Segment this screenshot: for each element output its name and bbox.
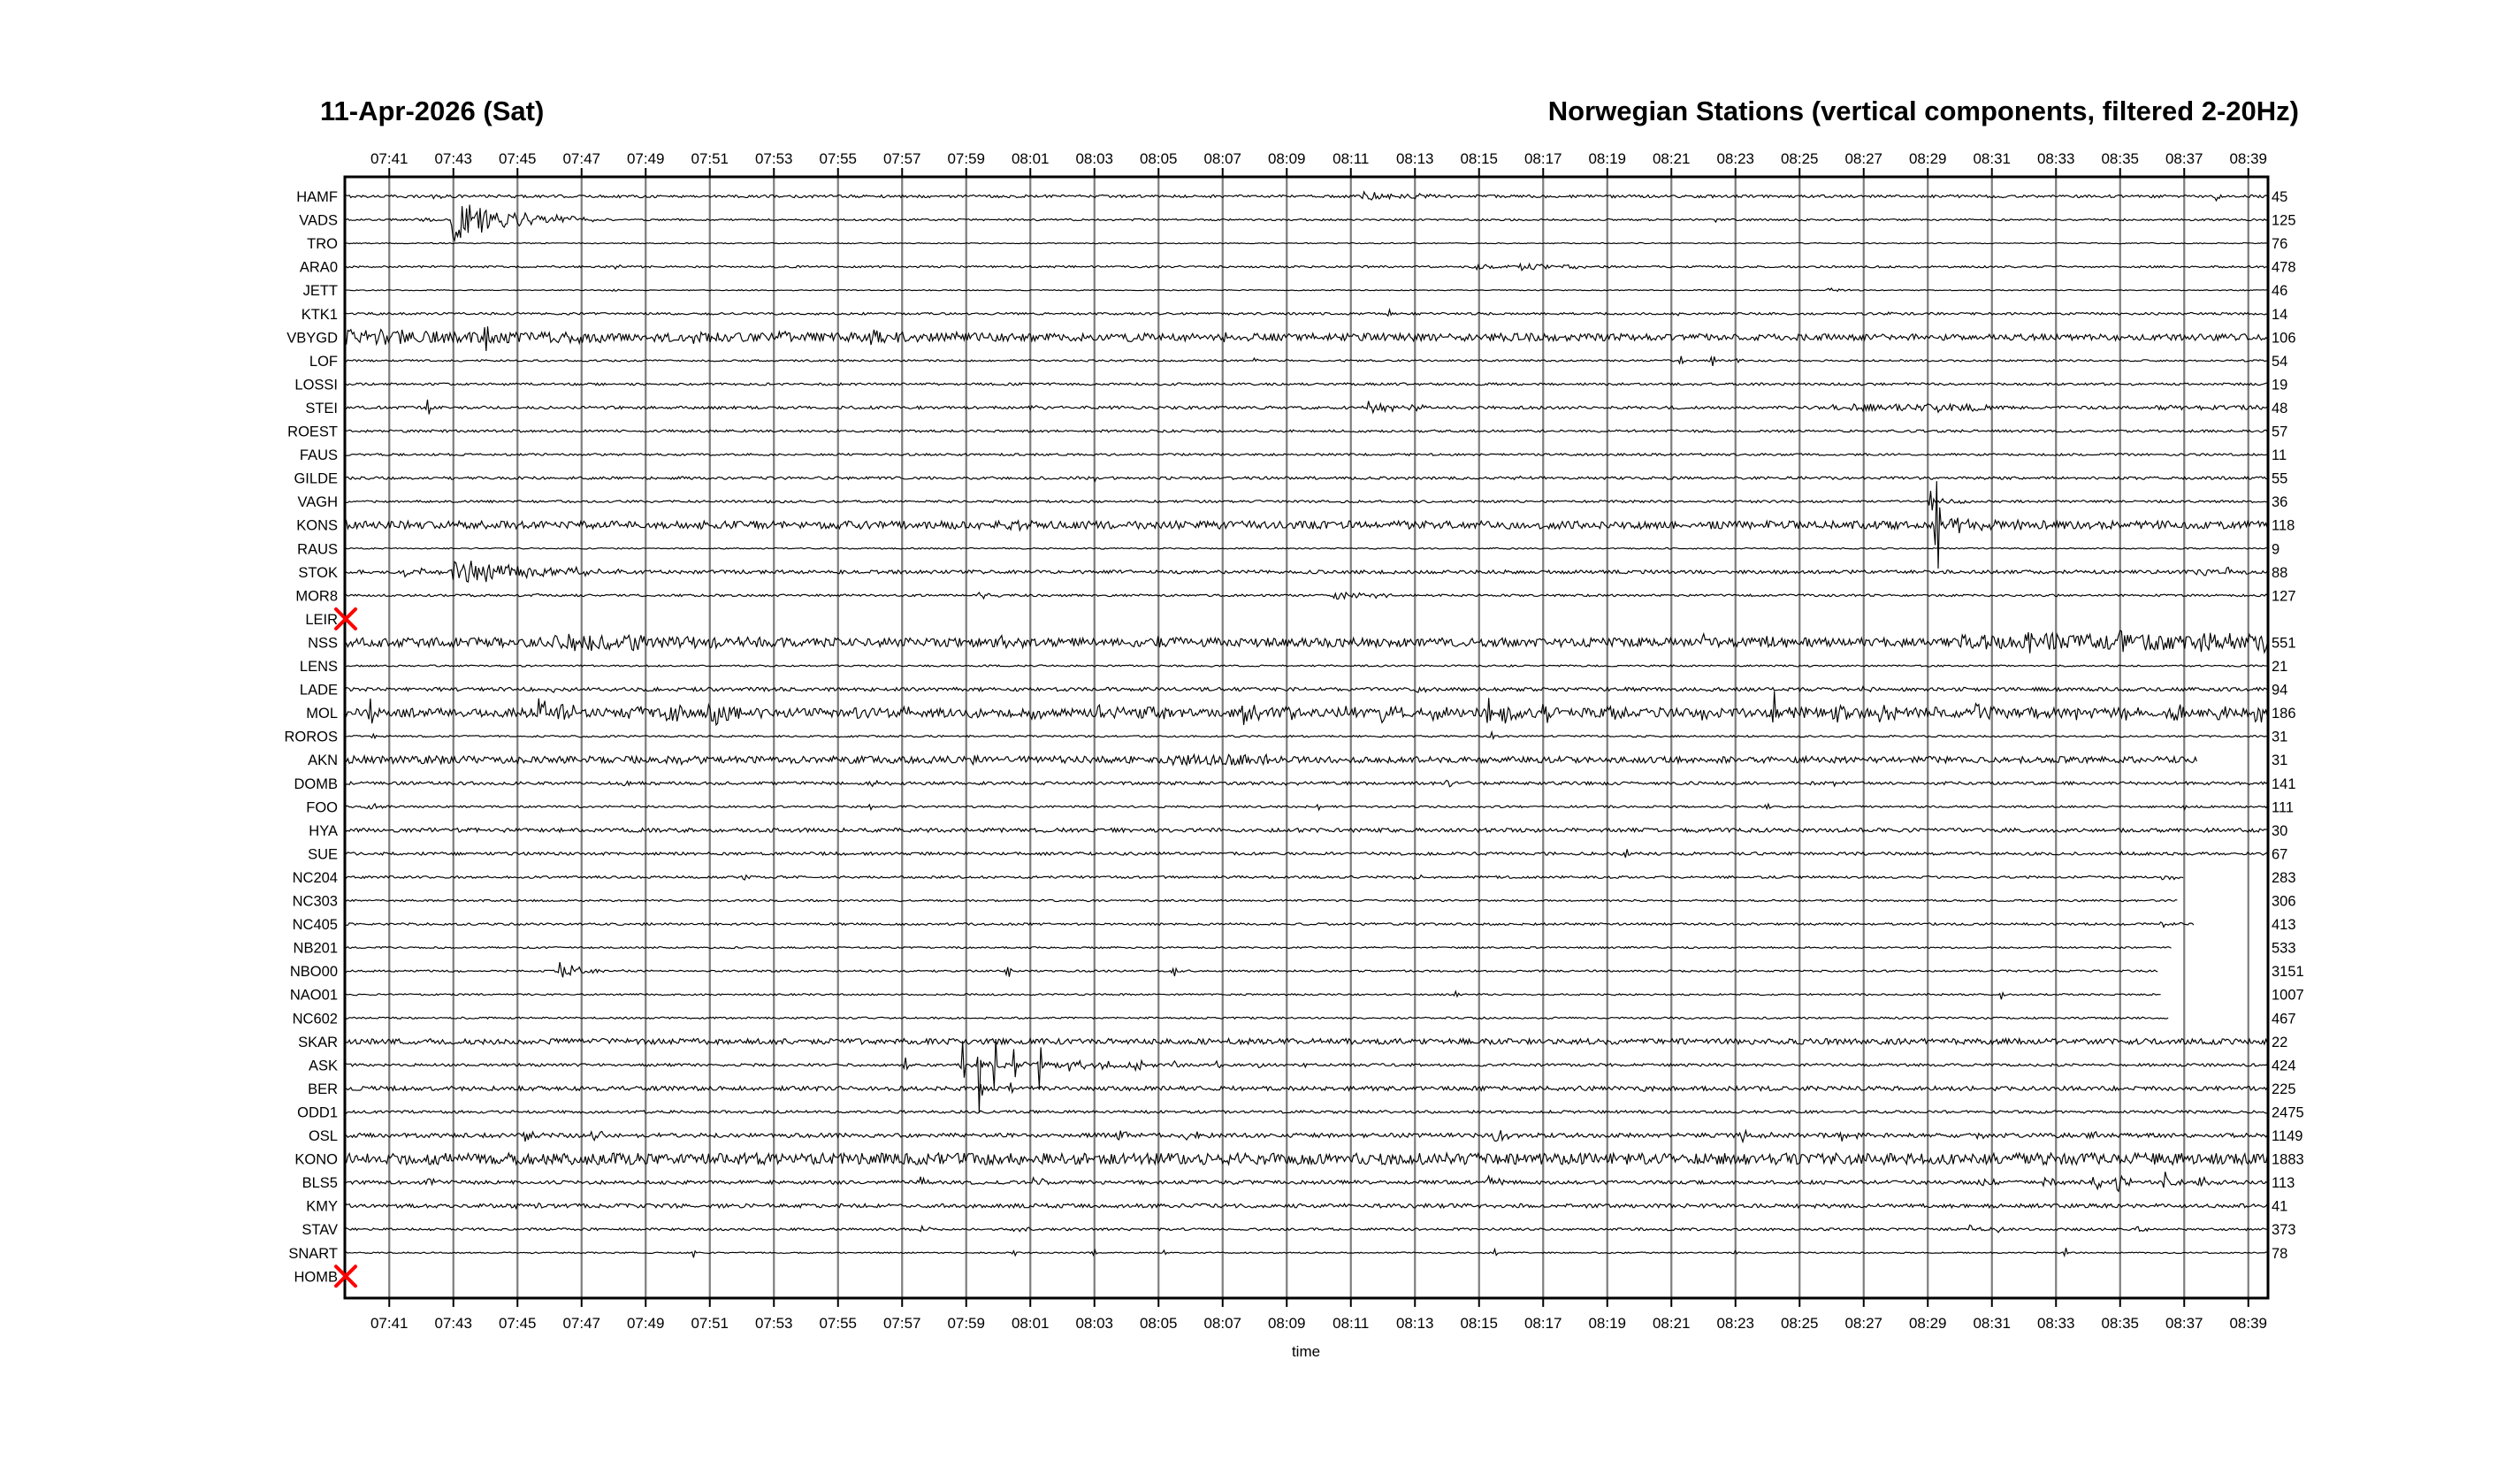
station-label-LENS: LENS: [299, 659, 338, 675]
station-label-AKN: AKN: [308, 752, 338, 769]
time-label-bottom: 07:41: [370, 1315, 409, 1332]
time-label-bottom: 08:11: [1333, 1315, 1370, 1332]
station-trace-VBYGD: [345, 326, 2267, 351]
station-label-LOSSI: LOSSI: [294, 377, 338, 393]
station-value-LOSSI: 19: [2272, 377, 2288, 393]
time-label-top: 08:11: [1333, 150, 1370, 167]
station-value-LENS: 21: [2272, 659, 2288, 675]
station-value-VBYGD: 106: [2272, 330, 2296, 347]
station-value-NB201: 533: [2272, 940, 2296, 957]
station-label-HOMB: HOMB: [294, 1269, 338, 1286]
station-value-BER: 225: [2272, 1081, 2296, 1097]
station-value-ROROS: 31: [2272, 729, 2288, 745]
time-label-bottom: 08:31: [1973, 1315, 2012, 1332]
station-trace-MOR8: [345, 592, 2267, 600]
station-value-LOF: 54: [2272, 353, 2288, 370]
time-label-top: 07:51: [691, 150, 729, 167]
station-trace-KMY: [345, 1203, 2267, 1209]
grid-layer: [389, 177, 2249, 1298]
date-title: 11-Apr-2026 (Sat): [320, 95, 545, 126]
time-label-bottom: 08:09: [1267, 1315, 1306, 1332]
station-trace-MOL: [345, 691, 2267, 725]
time-label-bottom: 08:35: [2101, 1315, 2140, 1332]
station-label-LOF: LOF: [309, 353, 338, 370]
time-label-bottom: 08:07: [1203, 1315, 1242, 1332]
station-label-STAV: STAV: [302, 1222, 338, 1239]
station-trace-AKN: [345, 754, 2196, 765]
station-trace-SNART: [345, 1248, 2267, 1257]
station-label-NC303: NC303: [292, 893, 338, 910]
time-label-top: 07:43: [434, 150, 473, 167]
time-label-top: 08:35: [2101, 150, 2140, 167]
station-trace-JETT: [345, 288, 2267, 292]
station-label-ASK: ASK: [308, 1058, 338, 1074]
station-trace-ARA0: [345, 264, 2267, 271]
station-value-FOO: 111: [2272, 799, 2295, 816]
station-value-ASK: 424: [2272, 1058, 2296, 1074]
station-value-BLS5: 113: [2272, 1175, 2295, 1192]
station-label-BLS5: BLS5: [302, 1175, 338, 1192]
station-trace-KONS: [345, 481, 2267, 569]
station-trace-STEI: [345, 400, 2267, 415]
time-label-top: 07:49: [626, 150, 665, 167]
station-trace-NC405: [345, 922, 2194, 928]
station-label-TRO: TRO: [307, 236, 338, 253]
station-trace-GILDE: [345, 477, 2267, 482]
station-label-STOK: STOK: [298, 564, 338, 581]
time-label-bottom: 08:19: [1588, 1315, 1627, 1332]
station-label-MOR8: MOR8: [295, 588, 338, 605]
time-label-bottom: 07:43: [434, 1315, 473, 1332]
station-label-ARA0: ARA0: [299, 259, 338, 276]
time-label-bottom: 08:21: [1652, 1315, 1691, 1332]
station-trace-VAGH: [345, 491, 2267, 510]
station-value-FAUS: 11: [2272, 447, 2287, 464]
station-trace-NB201: [345, 947, 2172, 949]
station-value-KONO: 1883: [2272, 1151, 2304, 1168]
station-label-KONS: KONS: [296, 517, 338, 534]
station-value-NAO01: 1007: [2272, 987, 2304, 1004]
station-value-MOR8: 127: [2272, 588, 2296, 605]
station-label-JETT: JETT: [302, 283, 338, 300]
time-label-bottom: 08:01: [1011, 1315, 1050, 1332]
station-value-ARA0: 478: [2272, 259, 2296, 276]
station-value-NC405: 413: [2272, 917, 2296, 934]
station-trace-NAO01: [345, 991, 2161, 999]
time-label-bottom: 08:33: [2036, 1315, 2075, 1332]
time-label-bottom: 07:55: [819, 1315, 858, 1332]
station-value-NC303: 306: [2272, 893, 2296, 910]
time-label-bottom: 07:53: [754, 1315, 793, 1332]
station-label-ROEST: ROEST: [287, 424, 338, 440]
station-label-NC405: NC405: [292, 917, 338, 934]
station-trace-NBO00: [345, 962, 2157, 977]
time-label-bottom: 08:05: [1139, 1315, 1178, 1332]
station-label-NB201: NB201: [293, 940, 338, 957]
time-label-top: 08:01: [1011, 150, 1050, 167]
station-trace-RAUS: [345, 548, 2267, 550]
station-label-NSS: NSS: [308, 635, 338, 652]
station-value-ODD1: 2475: [2272, 1104, 2304, 1121]
time-label-top: 08:07: [1203, 150, 1242, 167]
time-label-bottom: 07:51: [691, 1315, 729, 1332]
time-label-top: 08:39: [2229, 150, 2268, 167]
station-trace-LENS: [345, 665, 2267, 667]
station-label-SUE: SUE: [308, 846, 338, 863]
station-value-NSS: 551: [2272, 635, 2296, 652]
time-label-bottom: 07:59: [947, 1315, 986, 1332]
station-label-KTK1: KTK1: [301, 306, 338, 323]
station-trace-ASK: [345, 1039, 2267, 1113]
station-label-VADS: VADS: [299, 212, 338, 229]
station-trace-OSL: [345, 1130, 2267, 1142]
time-label-top: 08:15: [1460, 150, 1499, 167]
station-value-VAGH: 36: [2272, 494, 2288, 511]
station-trace-NC602: [345, 1017, 2168, 1020]
station-label-HYA: HYA: [309, 822, 338, 839]
time-label-top: 07:59: [947, 150, 986, 167]
station-trace-KONO: [345, 1153, 2267, 1165]
station-label-OSL: OSL: [308, 1128, 338, 1144]
station-value-ROEST: 57: [2272, 424, 2288, 440]
trace-layer: [345, 192, 2267, 1257]
station-value-JETT: 46: [2272, 283, 2288, 300]
station-trace-TRO: [345, 243, 2267, 244]
station-trace-LADE: [345, 686, 2267, 692]
station-value-STAV: 373: [2272, 1222, 2296, 1239]
time-label-top: 08:37: [2165, 150, 2203, 167]
station-value-DOMB: 141: [2272, 775, 2296, 792]
station-label-FAUS: FAUS: [299, 447, 338, 464]
station-value-SNART: 78: [2272, 1245, 2288, 1262]
station-trace-FAUS: [345, 454, 2267, 456]
station-value-KMY: 41: [2272, 1198, 2288, 1215]
time-label-top: 07:57: [882, 150, 921, 167]
time-label-bottom: 08:25: [1780, 1315, 1819, 1332]
station-value-HYA: 30: [2272, 822, 2288, 839]
station-value-KONS: 118: [2272, 517, 2295, 534]
time-label-top: 08:33: [2036, 150, 2075, 167]
station-trace-SUE: [345, 849, 2267, 857]
station-label-ODD1: ODD1: [297, 1104, 338, 1121]
time-label-top: 08:21: [1652, 150, 1691, 167]
station-value-RAUS: 9: [2272, 541, 2280, 558]
station-trace-DOMB: [345, 780, 2267, 786]
time-label-bottom: 08:15: [1460, 1315, 1499, 1332]
station-value-GILDE: 55: [2272, 470, 2288, 487]
station-value-NC204: 283: [2272, 869, 2296, 886]
time-label-top: 08:13: [1395, 150, 1434, 167]
time-label-bottom: 08:03: [1075, 1315, 1114, 1332]
station-value-AKN: 31: [2272, 752, 2288, 769]
time-label-bottom: 08:29: [1908, 1315, 1947, 1332]
station-trace-LOSSI: [345, 383, 2267, 386]
time-label-bottom: 07:49: [626, 1315, 665, 1332]
plot-title: Norwegian Stations (vertical components, filtered 2-20Hz): [1547, 95, 2299, 126]
time-label-bottom: 08:27: [1844, 1315, 1883, 1332]
station-trace-STOK: [345, 561, 2267, 582]
station-value-NBO00: 3151: [2272, 964, 2304, 981]
station-trace-ROEST: [345, 430, 2267, 432]
station-trace-NSS: [345, 630, 2267, 653]
time-label-bottom: 07:45: [498, 1315, 537, 1332]
station-label-GILDE: GILDE: [294, 470, 338, 487]
station-label-STEI: STEI: [305, 400, 338, 416]
time-label-top: 08:05: [1139, 150, 1178, 167]
station-value-STEI: 48: [2272, 400, 2288, 416]
station-value-SKAR: 22: [2272, 1034, 2288, 1050]
station-value-LADE: 94: [2272, 682, 2288, 699]
station-label-SKAR: SKAR: [298, 1034, 338, 1050]
time-label-top: 08:29: [1908, 150, 1947, 167]
time-label-top: 08:03: [1075, 150, 1114, 167]
station-trace-HAMF: [345, 192, 2267, 201]
station-label-MOL: MOL: [306, 706, 338, 722]
time-label-bottom: 08:17: [1523, 1315, 1562, 1332]
time-label-top: 08:27: [1844, 150, 1883, 167]
time-label-top: 07:53: [754, 150, 793, 167]
time-label-top: 07:41: [370, 150, 409, 167]
station-trace-LOF: [345, 356, 2267, 366]
time-label-top: 07:55: [819, 150, 858, 167]
station-value-VADS: 125: [2272, 212, 2296, 229]
label-layer: [284, 150, 2303, 1332]
time-label-top: 08:09: [1267, 150, 1306, 167]
time-label-bottom: 08:13: [1395, 1315, 1434, 1332]
station-trace-NC204: [345, 875, 2183, 880]
station-label-ROROS: ROROS: [284, 729, 338, 745]
station-trace-BLS5: [345, 1172, 2267, 1191]
station-label-RAUS: RAUS: [297, 541, 338, 558]
station-label-LADE: LADE: [299, 682, 338, 699]
plot-frame: [345, 177, 2268, 1298]
station-label-FOO: FOO: [306, 799, 338, 816]
station-trace-VADS: [345, 205, 2267, 241]
station-label-DOMB: DOMB: [294, 775, 338, 792]
station-label-LEIR: LEIR: [305, 611, 338, 628]
station-label-NC602: NC602: [292, 1011, 338, 1027]
station-value-STOK: 88: [2272, 564, 2288, 581]
station-label-VBYGD: VBYGD: [286, 330, 338, 347]
time-label-bottom: 08:23: [1716, 1315, 1755, 1332]
station-value-TRO: 76: [2272, 236, 2288, 253]
station-label-BER: BER: [308, 1081, 338, 1097]
station-label-KMY: KMY: [306, 1198, 338, 1215]
station-label-HAMF: HAMF: [296, 189, 338, 205]
time-label-top: 08:23: [1716, 150, 1755, 167]
station-label-NAO01: NAO01: [289, 987, 338, 1004]
time-label-top: 08:17: [1523, 150, 1562, 167]
station-trace-SKAR: [345, 1039, 2267, 1044]
station-value-OSL: 1149: [2272, 1128, 2303, 1144]
time-label-top: 08:19: [1588, 150, 1627, 167]
station-trace-KTK1: [345, 309, 2267, 316]
station-value-MOL: 186: [2272, 706, 2296, 722]
station-value-SUE: 67: [2272, 846, 2288, 863]
time-label-bottom: 07:57: [882, 1315, 921, 1332]
time-label-top: 08:31: [1973, 150, 2012, 167]
station-label-SNART: SNART: [288, 1245, 338, 1262]
station-trace-STAV: [345, 1225, 2267, 1232]
station-trace-ROROS: [345, 732, 2267, 738]
station-label-KONO: KONO: [294, 1151, 338, 1168]
time-label-top: 07:45: [498, 150, 537, 167]
station-value-HAMF: 45: [2272, 189, 2288, 205]
x-axis-title: time: [1291, 1343, 1321, 1360]
time-label-bottom: 08:39: [2229, 1315, 2268, 1332]
station-trace-NC303: [345, 899, 2177, 901]
time-label-top: 08:25: [1780, 150, 1819, 167]
station-label-NC204: NC204: [292, 869, 338, 886]
time-label-bottom: 08:37: [2165, 1315, 2203, 1332]
time-label-top: 07:47: [562, 150, 601, 167]
station-trace-FOO: [345, 804, 2267, 810]
station-trace-HYA: [345, 829, 2267, 833]
station-value-KTK1: 14: [2272, 306, 2288, 323]
time-label-bottom: 07:47: [562, 1315, 601, 1332]
station-trace-BER: [345, 1082, 2267, 1096]
station-label-VAGH: VAGH: [297, 494, 338, 511]
station-trace-ODD1: [345, 1111, 2267, 1113]
station-value-NC602: 467: [2272, 1011, 2296, 1027]
station-label-NBO00: NBO00: [289, 964, 338, 981]
